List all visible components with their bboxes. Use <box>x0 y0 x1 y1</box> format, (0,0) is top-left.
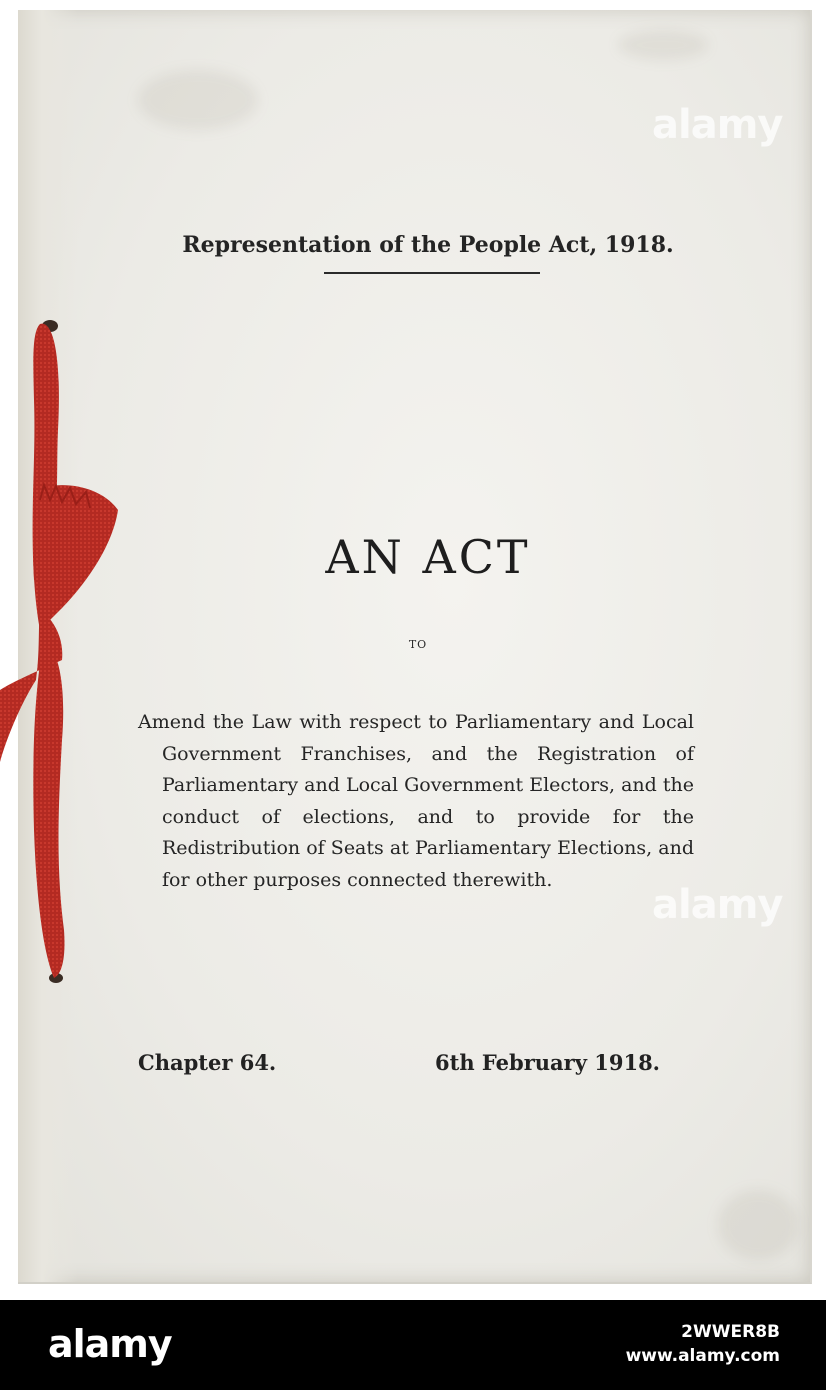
title-underline <box>324 272 540 274</box>
red-ribbon-binding <box>0 310 130 1000</box>
paper-stain <box>618 30 708 60</box>
site-url: www.alamy.com <box>625 1346 780 1366</box>
act-short-title: Representation of the People Act, 1918. <box>182 232 674 258</box>
ribbon-knot <box>33 485 118 630</box>
watermark-text: alamy <box>652 882 783 928</box>
act-purpose-text: Amend the Law with respect to Parliamentary and Local Government Franchises, and the Registration of Parliamentary and Local Government Electors, and the conduct of elections, and to provide for the Redistribution of Seats at Parliamentary Elections, and for other purposes connected therewith. <box>138 711 694 891</box>
act-date: 6th February 1918. <box>435 1050 660 1075</box>
image-id: 2WWER8B <box>681 1322 780 1342</box>
watermark-text: alamy <box>652 102 783 148</box>
paper-stain <box>718 1190 798 1260</box>
document-page <box>18 10 812 1284</box>
act-heading: AN ACT <box>325 530 531 584</box>
stock-footer-bar <box>0 1300 826 1390</box>
paper-stain <box>138 70 258 130</box>
image-reference <box>626 1320 780 1368</box>
ribbon-lower-strand <box>33 640 64 978</box>
act-connector-word: TO <box>408 638 428 651</box>
chapter-number: Chapter 64. <box>138 1050 277 1075</box>
alamy-logo: alamy <box>48 1322 172 1366</box>
